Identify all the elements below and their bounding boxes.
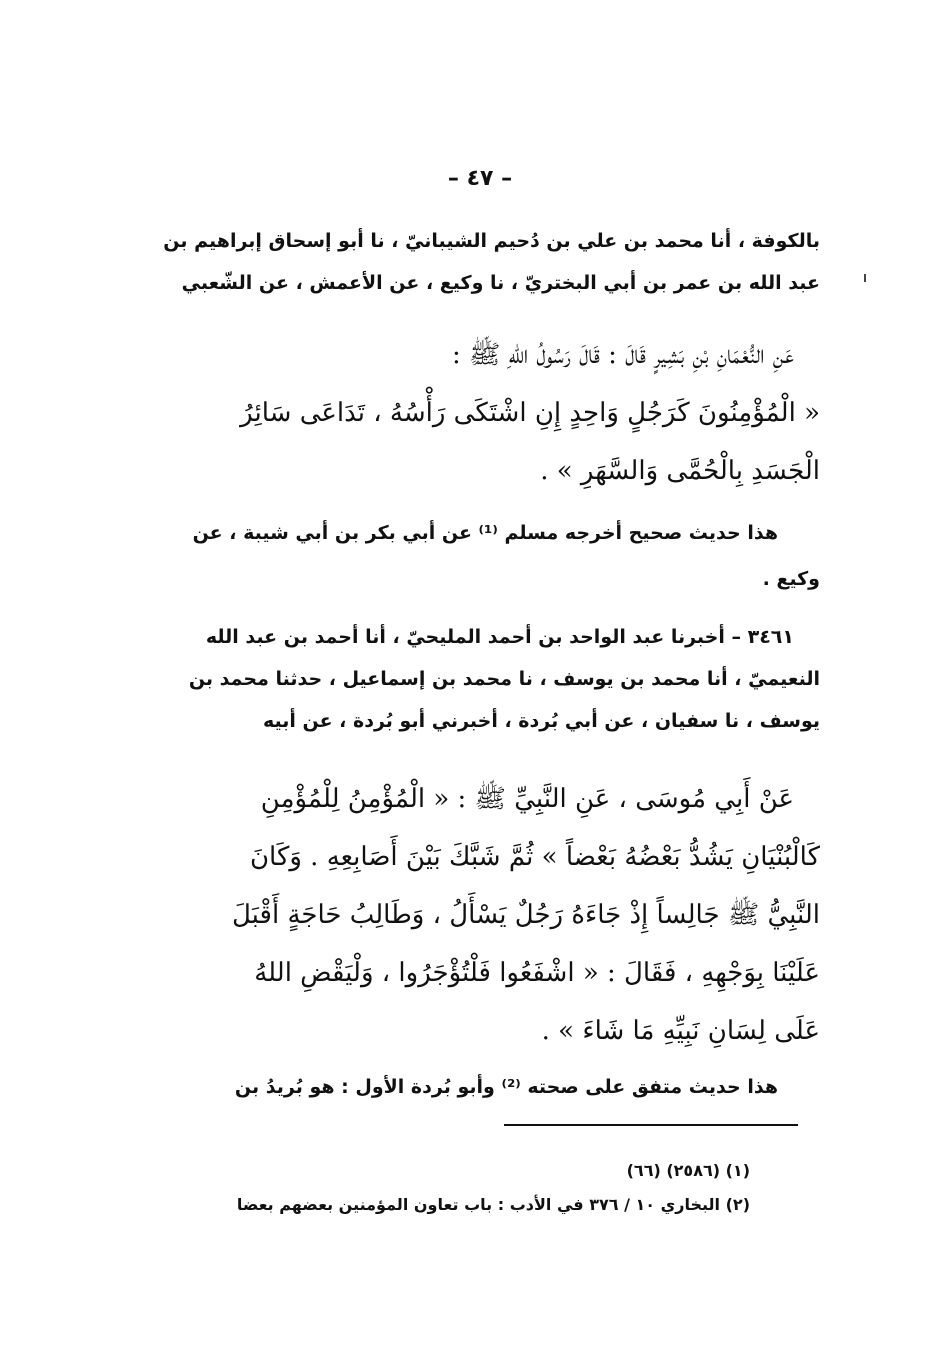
text-line: هذا حديث صحيح أخرجه مسلم ⁽¹⁾ عن أبي بكر بن أبي شيبة ، عن [192, 522, 778, 544]
isnad-block-2 [160, 616, 820, 742]
text-line: عَنْ أَبِي مُوسَى ، عَنِ النَّبِيِّ ﷺ : « الْمُؤْمِنُ لِلْمُؤْمِنِ [260, 784, 794, 814]
hadith-text-block-1 [160, 326, 820, 500]
text-line: وكيع . [762, 568, 820, 590]
text-line: بالكوفة ، أنا محمد بن علي بن دُحيم الشيبانيّ ، نا أبو إسحاق إبراهيم بن [163, 230, 820, 252]
hadith-text-block-2 [160, 770, 820, 1060]
text-line: النَّبِيُّ ﷺ جَالِساً إِذْ جَاءَهُ رَجُلٌ يَسْأَلُ ، وَطَالِبُ حَاجَةٍ أَقْبَلَ [231, 900, 820, 930]
text-line: كَالْبُنْيَانِ يَشُدُّ بَعْضُهُ بَعْضاً » ثُمَّ شَبَّكَ بَيْنَ أَصَابِعِهِ . وَكَانَ [249, 842, 820, 872]
footnote: (١) (٢٥٨٦) (٦٦) [626, 1161, 750, 1180]
text-line: عبد الله بن عمر بن أبي البختريّ ، نا وكيع ، عن الأعمش ، عن الشّعبي [181, 272, 820, 294]
text-line: عَلَى لِسَانِ نَبِيِّهِ مَا شَاءَ » . [541, 1016, 820, 1046]
scan-speck [864, 274, 866, 282]
text-line: الْجَسَدِ بِالْحُمَّى وَالسَّهَرِ » . [540, 456, 820, 486]
text-line: ٣٤٦١ – أخبرنا عبد الواحد بن أحمد المليحيّ ، أنا أحمد بن عبد الله [205, 626, 794, 648]
text-line: عَلَيْنَا بِوَجْهِهِ ، فَقَالَ : « اشْفَعُوا فَلْتُؤْجَرُوا ، وَلْيَقْضِ اللهُ [254, 958, 820, 988]
text-line: النعيميّ ، أنا محمد بن يوسف ، نا محمد بن إسماعيل ، حدثنا محمد بن [188, 668, 820, 690]
footnote-separator [504, 1124, 798, 1126]
text-line: عَنِ النُّعْمَانِ بْنِ بَشِيرٍ قَالَ : قَالَ رَسُولُ اللهِ ﷺ : [451, 340, 794, 370]
page-number: – ٤٧ – [447, 166, 513, 191]
grading-comment-1 [160, 510, 820, 602]
grading-comment-2 [160, 1064, 820, 1110]
text-line: يوسف ، نا سفيان ، عن أبي بُردة ، أخبرني أبو بُردة ، عن أبيه [262, 710, 820, 732]
text-line: هذا حديث متفق على صحته ⁽²⁾ وأبو بُردة الأول : هو بُريدُ بن [234, 1076, 778, 1098]
footnote: (٢) البخاري ١٠ / ٣٧٦ في الأدب : باب تعاون المؤمنين بعضهم بعضا [236, 1195, 750, 1214]
isnad-block-1 [160, 220, 820, 304]
text-line: « الْمُؤْمِنُونَ كَرَجُلٍ وَاحِدٍ إِنِ اشْتَكَى رَأْسُهُ ، تَدَاعَى سَائِرُ [240, 398, 820, 428]
footnotes [150, 1154, 750, 1222]
